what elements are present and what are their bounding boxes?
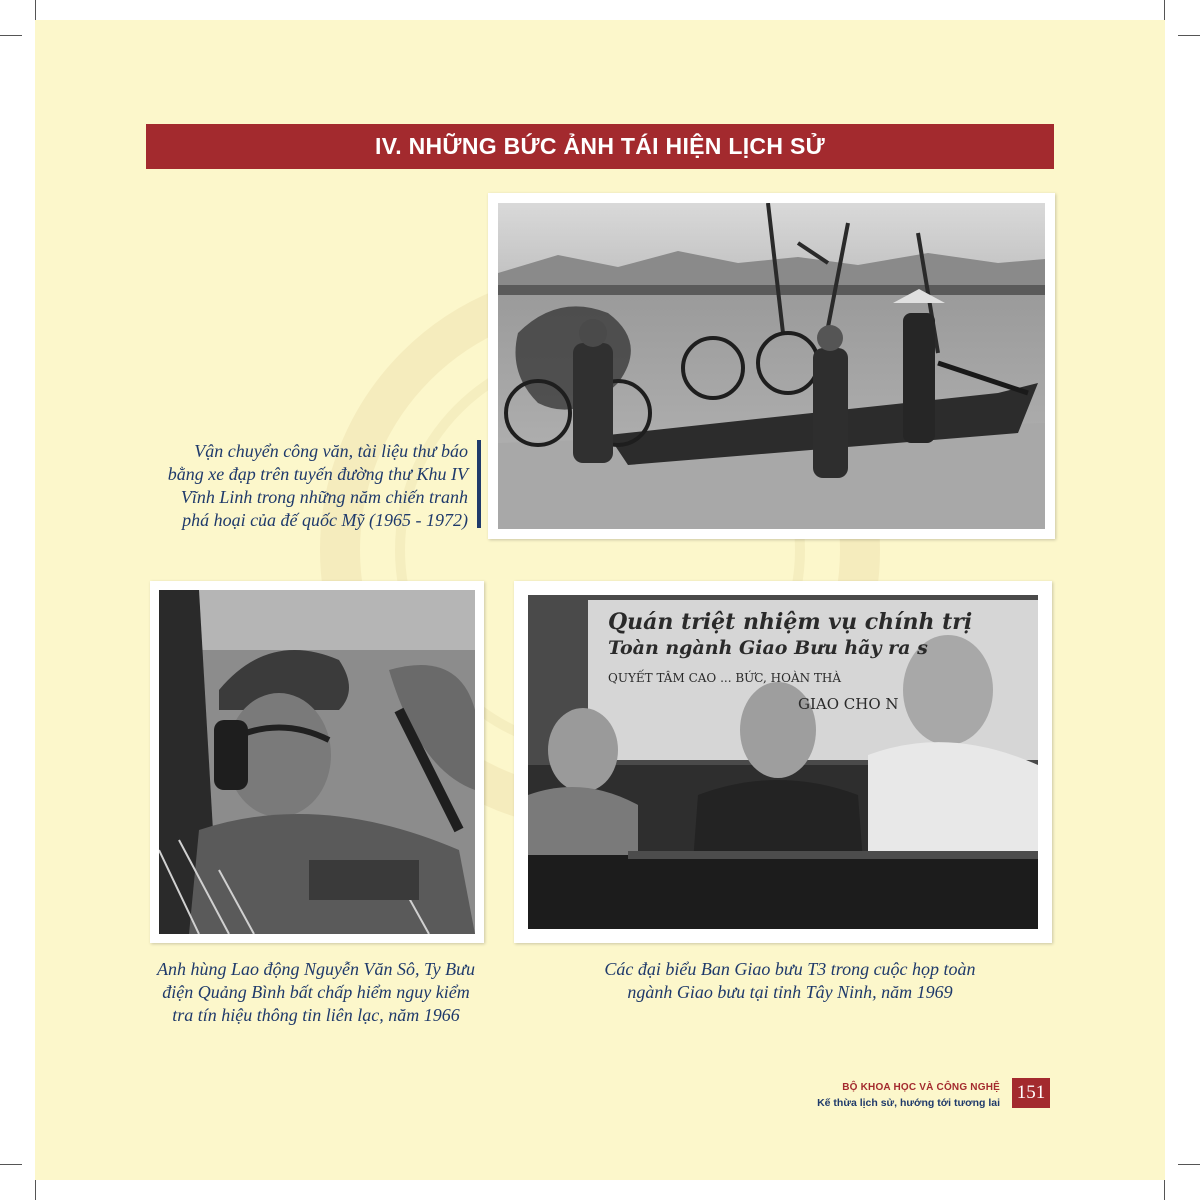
crop-mark [1178, 35, 1200, 36]
crop-mark [0, 35, 22, 36]
caption-line: Anh hùng Lao động Nguyễn Văn Sô, Ty Bưu [157, 959, 475, 979]
caption-line: bằng xe đạp trên tuyến đường thư Khu IV [167, 464, 468, 484]
crop-mark [0, 1164, 22, 1165]
section-title [146, 124, 1054, 169]
photo-bicycle-boat [498, 203, 1045, 529]
photo-soldier-phone [159, 590, 475, 934]
caption-line: Vận chuyển công văn, tài liệu thư báo [194, 441, 468, 461]
crop-mark [35, 1180, 36, 1200]
banner-line: GIAO CHO N [798, 695, 899, 713]
banner-line: Toàn ngành Giao Bưu hãy ra s [608, 637, 928, 659]
footer-org: BỘ KHOA HỌC VÀ CÔNG NGHỆ [842, 1082, 1000, 1093]
photo-meeting [528, 595, 1038, 929]
caption-line: tra tín hiệu thông tin liên lạc, năm 1966 [172, 1005, 460, 1025]
caption-accent-bar [477, 440, 481, 528]
crop-mark [1164, 0, 1165, 20]
caption-bicycle-boat [120, 440, 468, 532]
caption-meeting [560, 958, 1020, 1004]
page-footer [817, 1082, 1000, 1109]
crop-mark [35, 0, 36, 20]
section-title-text: IV. NHỮNG BỨC ẢNH TÁI HIỆN LỊCH SỬ [375, 133, 825, 159]
crop-mark [1178, 1164, 1200, 1165]
banner-line: Quán triệt nhiệm vụ chính trị [608, 609, 973, 635]
meeting-banner [608, 609, 1028, 717]
caption-line: phá hoại của đế quốc Mỹ (1965 - 1972) [182, 510, 468, 530]
page-number: 151 [1012, 1078, 1050, 1108]
banner-line: QUYẾT TÂM CAO ... BỨC, HOÀN THÀ [608, 671, 842, 685]
caption-line: ngành Giao bưu tại tỉnh Tây Ninh, năm 1969 [627, 982, 953, 1002]
caption-line: Các đại biểu Ban Giao bưu T3 trong cuộc họp toàn [604, 959, 976, 979]
footer-slogan: Kế thừa lịch sử, hướng tới tương lai [817, 1097, 1000, 1109]
caption-line: Vĩnh Linh trong những năm chiến tranh [180, 487, 468, 507]
caption-soldier-phone [120, 958, 512, 1027]
caption-line: điện Quảng Bình bất chấp hiểm nguy kiểm [162, 982, 470, 1002]
crop-mark [1164, 1180, 1165, 1200]
